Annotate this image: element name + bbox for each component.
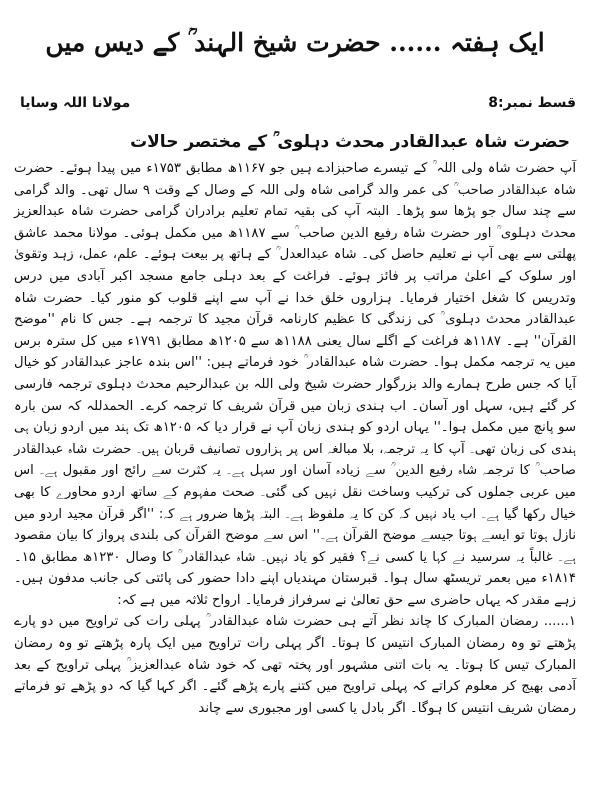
section-heading: حضرت شاہ عبدالقادر محدث دہلوی ؒ کے مختصر حالات: [130, 132, 570, 152]
author-name: مولانا اللہ وسایا: [20, 95, 131, 111]
body-paragraph: ۱...... رمضان المبارک کا چاند نظر آتے ہی حضرت شاہ عبدالقادر ؒ پہلی رات کی تراویح میں دو پارے پڑھتے تو وہ رمضان المبارک انتیس کا ہوتا۔ اگر پہلی رات تراویح میں ایک پارہ پڑھتے تو وہ رمضان المبارک تیس کا ہوتا۔ یہ بات اتنی مشہور اور پختہ تھی کہ خود شاہ عبدالعزیز ؒ پہلی تراویح کے بعد آدمی بھیج کر معلوم کراتے کہ پہلی تراویح میں کتنے پارے پڑھے گئے۔ اگر کہا گیا کہ دو پڑھے تو فرماتے رمضان شریف انتیس کا ہوگا۔ اگر بادل یا کسی اور مجبوری سے چاند: [14, 614, 576, 716]
article-meta: [20, 92, 576, 114]
article-body: [14, 158, 576, 719]
article-title: ایک ہفتہ ...... حضرت شیخ الہند ؒ کے دیس میں: [45, 28, 545, 57]
body-paragraph: آپ حضرت شاہ ولی اللہ ؒ کے تیسرے صاحبزادے ہیں جو ۱۱۶۷ھ مطابق ۱۷۵۳ء میں پیدا ہوئے۔ حضرت شاہ عبدالقادر صاحب ؒ کی عمر والد گرامی شاہ ولی اللہ کے وصال کے وقت ۹ سال تھی۔ والد گرامی سے چند سال جو پڑھا سو پڑھا۔ البتہ آپ کی بقیہ تمام تعلیم برادران گرامی حضرت شاہ عبدالعزیز محدث دہلوی ؒ اور حضرت شاہ رفیع الدین صاحب ؒ سے ۱۱۸۷ھ میں مکمل ہوئی۔ مولانا محمد عاشق پھلتی سے بھی آپ نے تعلیم حاصل کی۔ شاہ عبدالعدل ؒ کے ہاتھ پر بیعت ہوئے۔ علم، عمل، زہد وتقویٰ اور سلوک کے اعلیٰ مراتب پر فائز ہوئے۔ فراغت کے بعد دہلی جامع مسجد اکبر آبادی میں درس وتدریس کا شغل اختیار فرمایا۔ ہزاروں خلق خدا نے آپ سے اپنے قلوب کو منور کیا۔ حضرت شاہ عبدالقادر محدث دہلوی ؒ کی زندگی کا عظیم کارنامہ قرآن مجید کا ترجمہ ہے۔ جس کا نام ''موضح القرآن'' ہے۔ ۱۱۸۷ھ فراغت کے اگلے سال یعنی ۱۱۸۸ھ سے ۱۲۰۵ھ مطابق ۱۷۹۱ء میں کل سترہ برس میں یہ ترجمہ مکمل ہوا۔ حضرت شاہ عبدالقادر ؒ خود فرماتے ہیں: ''اس بندہ عاجز عبدالقادر کو خیال آیا کہ جس طرح ہمارے والد بزرگوار حضرت شیخ ولی اللہ بن عبدالرحیم محدث دہلوی ترجمہ فارسی کر گئے ہیں، سہل اور آسان۔ اب ہندی زبان میں قرآن شریف کا ترجمہ کرے۔ الحمدللہ کہ سن بارہ سو پانچ میں مکمل ہوا۔'' یہاں اردو کو ہندی زبان آپ نے قرار دیا کہ ۱۲۰۵ھ تک ہند میں اردو زبان ہی ہندی کی زبان تھی۔ آپ کا یہ ترجمہ، بلا مبالغہ اس پر ہزاروں تصانیف قربان ہیں۔ حضرت شاہ عبدالقادر صاحب ؒ کا ترجمہ شاہ رفیع الدین ؒ سے زیادہ آسان اور سہل ہے۔ یہ کثرت سے رائج اور مقبول ہے۔ اس میں عربی جملوں کی ترکیب وساخت نقل نہیں کی گئی۔ صحت مفہوم کے ساتھ اردو محاورے کا بھی خیال رکھا گیا ہے۔ اب یاد نہیں کہ کن کا یہ ملفوظ ہے۔ البتہ پڑھا ضرور ہے کہ: ''اگر قرآن مجید اردو میں نازل ہوتا تو ایسے ہوتا جیسے موضح القرآن ہے۔'' اس سے موضح القرآن کی بلندی پرواز کا بیان مقصود ہے۔ غالباً یہ سرسید نے کہا یا کسی نے؟ فقیر کو یاد نہیں۔ شاہ عبدالقادر ؒ کا وصال ۱۲۳۰ھ مطابق ۱۵۔۱۸۱۴ء میں بعمر تریسٹھ سال ہوا۔ قبرستان مہندیاں اپنے دادا حضور کی پائتی کی جانب مدفون ہیں۔ زہے مقدر کہ یہاں حاضری سے حق تعالیٰ نے سرفراز فرمایا۔ ارواح ثلاثہ میں ہے کہ:: [14, 161, 576, 608]
installment-number: قسط نمبر:8: [488, 95, 576, 111]
